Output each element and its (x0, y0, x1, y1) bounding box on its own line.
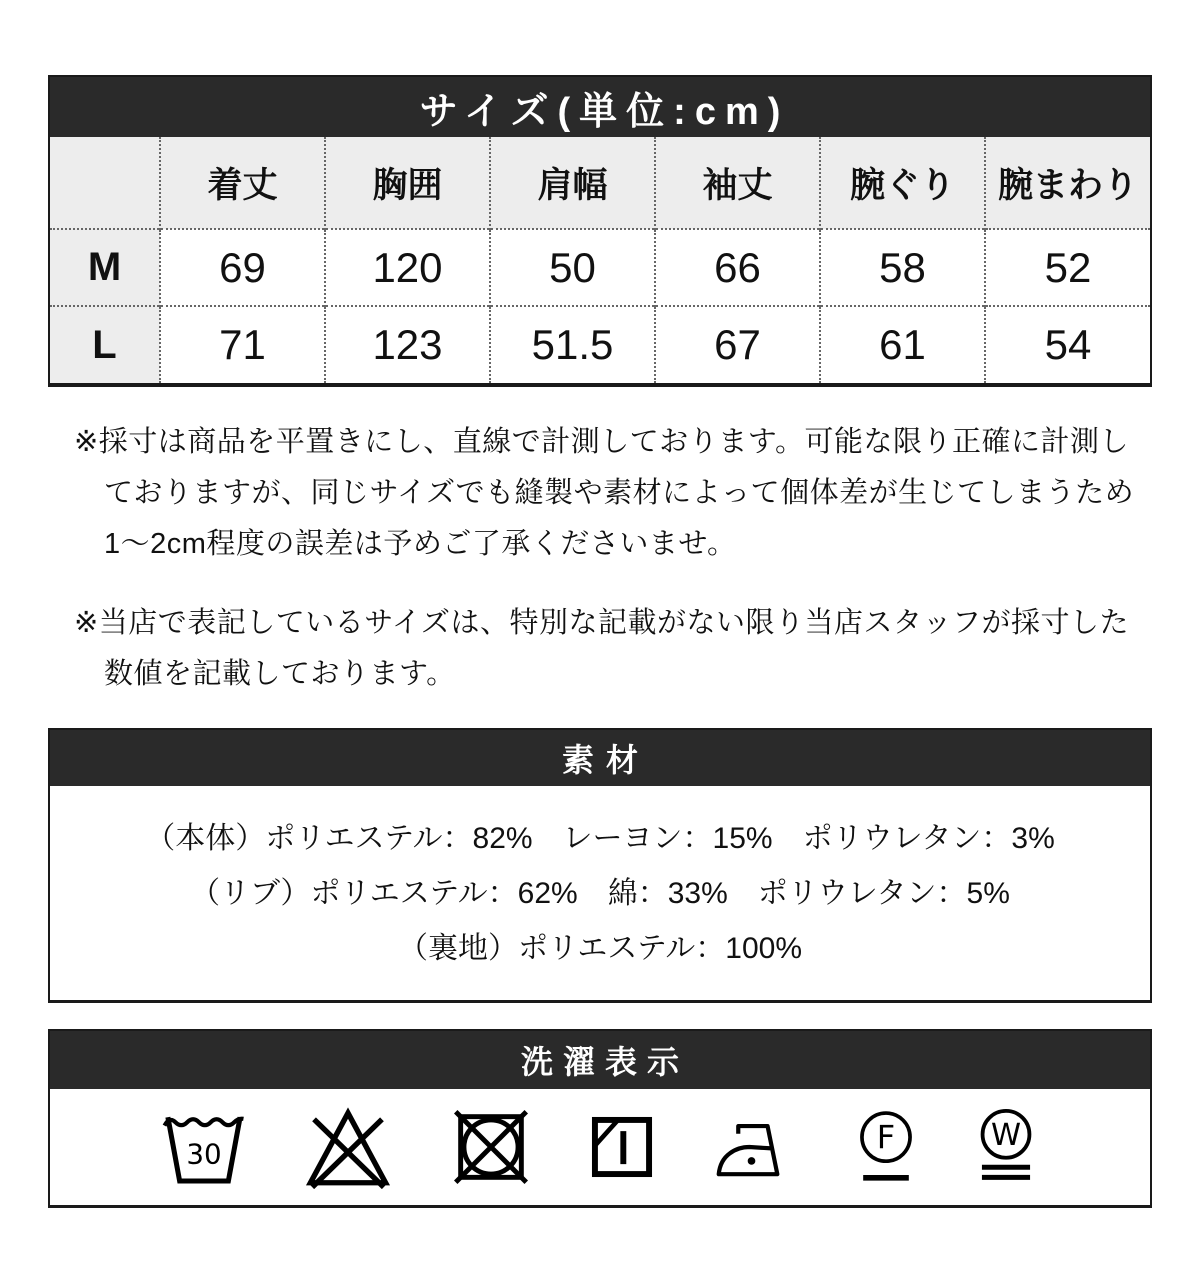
material-line: （裏地）ポリエステル：100% (397, 932, 803, 965)
size-value: 120 (325, 229, 490, 306)
corner-cell (50, 137, 160, 229)
content (48, 75, 1152, 1208)
note-line: ※採寸は商品を平置きにし、直線で計測しております。可能な限り正確に計測し (74, 426, 1129, 458)
size-label: L (50, 306, 160, 383)
column-header: 肩幅 (490, 137, 655, 229)
line-dry-in-shade-icon (589, 1114, 655, 1180)
size-row (50, 229, 1150, 306)
size-table-header-row (50, 137, 1150, 229)
note-line: ※当店で表記しているサイズは、特別な記載がない限り当店スタッフが採寸した (74, 607, 1129, 639)
size-row (50, 306, 1150, 383)
svg-text:F: F (876, 1118, 896, 1157)
note-line: 数値を記載しております。 (104, 658, 456, 690)
note-line: ておりますが、同じサイズでも縫製や素材によって個体差が生じてしまうため (104, 477, 1135, 509)
material-section (48, 728, 1152, 1003)
svg-text:30: 30 (186, 1137, 222, 1171)
material-line: （本体）ポリエステル：82% レーヨン：15% ポリウレタン：3% (145, 822, 1055, 855)
size-label: M (50, 229, 160, 306)
do-not-bleach-icon (303, 1105, 393, 1189)
size-value: 50 (490, 229, 655, 306)
material-line: （リブ）ポリエステル：62% 綿：33% ポリウレタン：5% (190, 877, 1010, 910)
column-header: 腕ぐり (820, 137, 985, 229)
iron-low-icon (712, 1117, 798, 1177)
laundry-symbols (50, 1089, 1150, 1205)
size-value: 54 (985, 306, 1150, 383)
column-header: 袖丈 (655, 137, 820, 229)
column-header: 腕まわり (985, 137, 1150, 229)
laundry-title: 洗濯表示 (520, 1044, 689, 1080)
dry-clean-petroleum-icon (855, 1110, 917, 1184)
size-title: サイズ(単位:cm) (419, 90, 790, 133)
do-not-tumble-dry-icon (450, 1106, 532, 1188)
column-header: 胸囲 (325, 137, 490, 229)
size-table (50, 137, 1150, 383)
size-value: 61 (820, 306, 985, 383)
size-title-bar (50, 77, 1150, 137)
page (0, 75, 1200, 1275)
size-value: 67 (655, 306, 820, 383)
size-section (48, 75, 1152, 387)
size-table-body (50, 229, 1150, 383)
laundry-section (48, 1029, 1152, 1208)
size-value: 66 (655, 229, 820, 306)
note (74, 598, 1129, 700)
notes (48, 417, 1152, 700)
note (74, 417, 1135, 570)
column-header: 着丈 (160, 137, 325, 229)
wet-clean-gentle-icon (974, 1109, 1038, 1185)
material-title: 素材 (561, 742, 650, 778)
size-value: 52 (985, 229, 1150, 306)
material-title-bar (50, 730, 1150, 786)
size-value: 123 (325, 306, 490, 383)
size-value: 58 (820, 229, 985, 306)
wash-30-icon (162, 1106, 246, 1188)
note-line: 1～2cm程度の誤差は予めご了承くださいませ。 (104, 528, 737, 560)
size-value: 51.5 (490, 306, 655, 383)
svg-text:W: W (990, 1118, 1022, 1154)
size-value: 71 (160, 306, 325, 383)
size-value: 69 (160, 229, 325, 306)
laundry-title-bar (50, 1031, 1150, 1089)
material-lines (50, 786, 1150, 1000)
